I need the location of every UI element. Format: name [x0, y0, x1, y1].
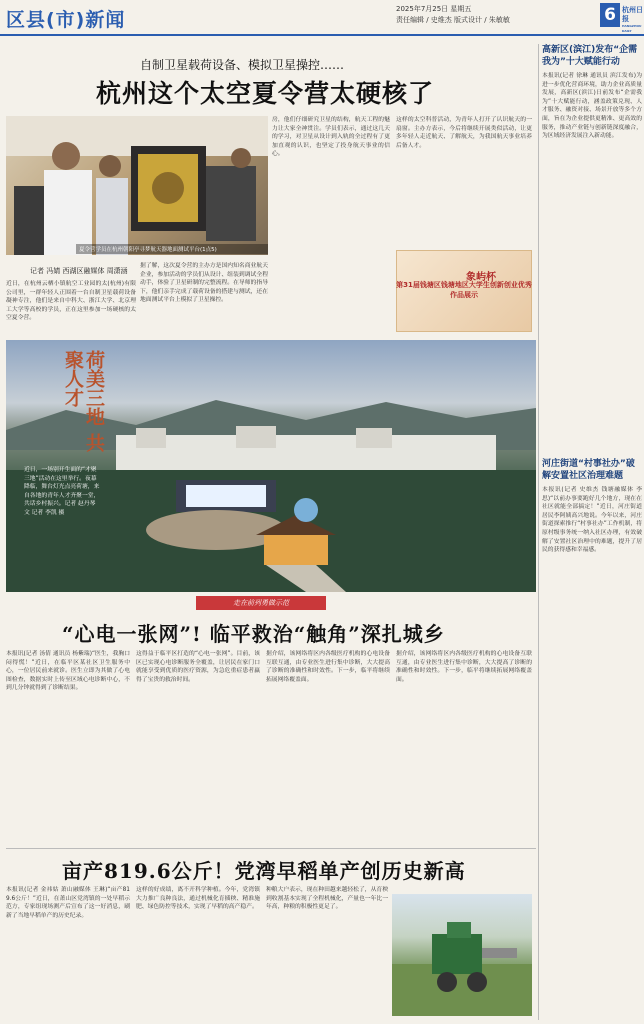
feature-photo-text: 近日，一场别开生面的“才聚三地”活动在这里举行。夜幕降临，舞台灯光点亮荷塘，来自各地的青年人才齐聚一堂，共话乡村振兴。记者 赵丹琴 文 记者 李凯 摄 [24, 467, 100, 516]
story3-headline: 亩产819.6公斤！党湾早稻单产创历史新高 [62, 859, 466, 883]
story2-text-col3: 据介绍，该网络将区内各级医疗机构的心电设备互联互通，由专业医生进行集中诊断，大大提高了诊断的准确性和时效性。下一步，临平将继续拓展网络覆盖面。 [266, 651, 390, 683]
right-story2-headline: 河庄街道“村事社办”破解安置社区治理难题 [542, 459, 635, 481]
story1-text-col2: 据了解，这次夏令营的主办方是国内知名商业航天企业，参加活动的学员们从设计、组装到调试全程动手，体验了卫星研制的完整流程。在导师的指导下，他们亲手完成了载荷设备的搭建与测试，还在地面测试平台上模拟了卫星操控。 [140, 263, 268, 304]
header-info [396, 4, 596, 26]
story1-subtitle: 自制卫星载荷设备、模拟卫星操控…… [140, 58, 345, 72]
story1-photo-caption: 夏令营学员在杭州朝阳亭寻梦航天器地面测试平台(1点5) [76, 244, 268, 254]
harvester-illustration [392, 894, 532, 1016]
story3-text-col1: 本报讯(记者 金祎姑 萧山融媒体 王琳)“亩产819.6公斤！”近日，在萧山区党湾镇的一处早稻示范方，专家组现场测产后宣布了这一好消息，刷新了当地早稻单产的历史纪录。 [6, 887, 130, 919]
date-line: 2025年7月25日 星期五 [396, 5, 472, 13]
story2-text-col2: 这得益于临平区打造的“心电一张网”。目前，该区已实现心电诊断服务全覆盖，让居民在家门口就能享受到优质的医疗资源，为急危重症患者赢得了宝贵的救治时间。 [136, 651, 260, 683]
paper-name: 杭州日报 [622, 6, 643, 23]
story2-headline: “心电一张网”! 临平救治“触角”深扎城乡 [62, 622, 445, 646]
story1-headline: 杭州这个太空夏令营太硬核了 [96, 79, 435, 108]
ad-brand: 象屿杯 [466, 272, 496, 283]
section-title: 区县(市)新闻 [6, 9, 126, 31]
story2-text-col4: 据介绍，该网络将区内各级医疗机构的心电设备互联互通，由专业医生进行集中诊断，大大提高了诊断的准确性和时效性。下一步，临平将继续拓展网络覆盖面。 [396, 651, 532, 683]
divider [6, 848, 536, 849]
story3-text-col2: 这样的好成绩，离不开科学种植。今年，党湾镇大力推广良种良法，通过机械化育插秧、精准施肥、绿色防控等技术，实现了早稻的高产稳产。 [136, 887, 260, 911]
right-story1-headline: 高新区(滨江)发布“企需我为”十大赋能行动 [542, 45, 638, 67]
paper-pinyin: HANGZHOU DAILY [622, 24, 642, 33]
editors-line: 责任编辑 / 史维杰 版式设计 / 朱敏敏 [396, 16, 510, 24]
right-column [542, 44, 642, 926]
story3-text-col3: 种粮大户表示，现在种田越来越轻松了，从育秧到收割基本实现了全程机械化，产量也一年比一年高，种粮的积极性更足了。 [266, 887, 388, 911]
story1-text-col1: 近日，在杭州云栖小镇航空工业园的太(杭州)有限公司里，一群年轻人正围着一台自制卫星载荷设备凝神专注，他们是来自中科大、浙江大学、北京理工大学等高校的学员，正在这里参加一场硬核的太空夏令营。 [6, 281, 136, 322]
paper-logo [622, 6, 644, 34]
right-story1-text: 本报讯(记者 徐琳 通讯员 滨江发布)为进一步优化营商环境，助力企业高质量发展，高新区(滨江)日前发布“企需我为”十大赋能行动，涵盖政策兑现、人才服务、融资对接、场景开放等多个方面，旨在为企业提供更精准、更高效的服务，推动产业链与创新链深度融合，为区域经济发展注入新动能。 [542, 73, 642, 140]
story1-text-col3: 房，他们仔细研究卫星的结构，航天工程的魅力让大家全神贯注。学员们表示，通过这几天的学习，对卫星从设计到入轨的全过程有了更加直观的认识，也坚定了投身航天事业的信心。 [272, 117, 390, 158]
right-column-divider [538, 44, 539, 1020]
right-story2-text: 本报讯(记者 史维杰 钱塘融媒体 李思)“以前办事要跑好几个地方，现在在社区就能全部搞定！”近日，河庄街道居民李阿姨高兴地说。今年以来，河庄街道探索推行“村事社办”工作机制，将原村级事务统一纳入社区办理，有效破解了安置社区治理中的难题，提升了居民的获得感和幸福感。 [542, 487, 642, 554]
students-photo-illustration [6, 116, 268, 255]
story3-photo [392, 894, 532, 1016]
story1-byline: 记者 冯婧 西湖区融媒体 周潇涵 [30, 267, 128, 275]
page-number: 6 [600, 3, 620, 27]
section-stripe-label: 走在前列勇做示范 [196, 596, 326, 610]
ad-text: 第31届钱塘区钱塘地区大学生创新创业优秀作品展示 [396, 281, 532, 299]
story2-text-col1: 本报讯(记者 汤倩 通讯员 杨紫瑞)“医生，我胸口闷得慌！”近日，在临平区某社区卫生服务中心，一位居民前来就诊。医生立即为其做了心电图检查，数据实时上传至区域心电诊断中心，不到几分钟就得到了诊断结果。 [6, 651, 130, 692]
story1-text-col4: 这样的太空科普活动，为青年人打开了认识航天的一扇窗。主办方表示，今后将继续开展类似活动，让更多年轻人走近航天、了解航天，为我国航天事业培养后备人才。 [396, 117, 532, 149]
story1-photo [6, 116, 268, 255]
feature-vertical-title: 荷美三地 共聚人才 [62, 350, 105, 452]
